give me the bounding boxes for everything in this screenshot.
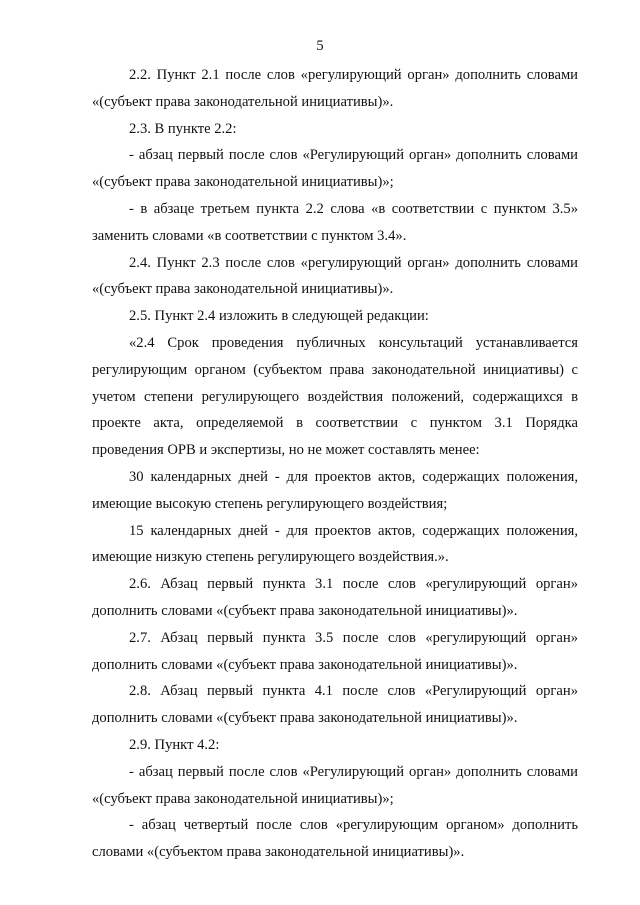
paragraph-2-8: 2.8. Абзац первый пункта 4.1 после слов «Регулирующий орган» дополнить словами «(субъект права законодательной инициативы)». [92, 683, 578, 727]
page-number: 5 [316, 38, 324, 54]
paragraph-2-3-item-2: - в абзаце третьем пункта 2.2 слова «в соответствии с пунктом 3.5» заменить словами «в соответствии с пунктом 3.4». [92, 200, 578, 244]
paragraph-2-6: 2.6. Абзац первый пункта 3.1 после слов «регулирующий орган» дополнить словами «(субъект права законодательной инициативы)». [92, 576, 578, 619]
paragraph-2-2: 2.2. Пункт 2.1 после слов «регулирующий орган» дополнить словами «(субъект права законодательной инициативы)». [92, 67, 578, 110]
paragraph-2-4: 2.4. Пункт 2.3 после слов «регулирующий орган» дополнить словами «(субъект права законодательной инициативы)». [92, 254, 578, 298]
document-body [92, 62, 578, 866]
paragraph-2-5-quote: «2.4 Срок проведения публичных консультаций устанавливается регулирующим органом (субъектом права законодательной инициативы) с учетом степени регулирующего воздействия положений, содержащихся в проекте акта, определяемой в соответствии с пунктом 3.1 Порядка проведения ОРВ и экспертизы, но не может составлять менее: [92, 334, 578, 459]
paragraph-2-9-item-1: - абзац первый после слов «Регулирующий орган» дополнить словами «(субъект права законодательной инициативы)»; [92, 763, 578, 807]
paragraph-2-3: 2.3. В пункте 2.2: [129, 120, 237, 137]
paragraph-2-5-item-15-days: 15 календарных дней - для проектов актов, содержащих положения, имеющие низкую степень регулирующего воздействия.». [92, 522, 578, 566]
paragraph-2-9: 2.9. Пункт 4.2: [129, 736, 220, 753]
paragraph-2-3-item-1: - абзац первый после слов «Регулирующий орган» дополнить словами «(субъект права законодательной инициативы)»; [92, 147, 578, 191]
paragraph-2-5-item-30-days: 30 календарных дней - для проектов актов, содержащих положения, имеющие высокую степень регулирующего воздействия; [92, 468, 578, 512]
paragraph-2-7: 2.7. Абзац первый пункта 3.5 после слов «регулирующий орган» дополнить словами «(субъект права законодательной инициативы)». [92, 629, 578, 673]
paragraph-2-5: 2.5. Пункт 2.4 изложить в следующей редакции: [129, 308, 429, 325]
paragraph-2-9-item-2: - абзац четвертый после слов «регулирующим органом» дополнить словами «(субъектом права законодательной инициативы)». [92, 817, 578, 861]
